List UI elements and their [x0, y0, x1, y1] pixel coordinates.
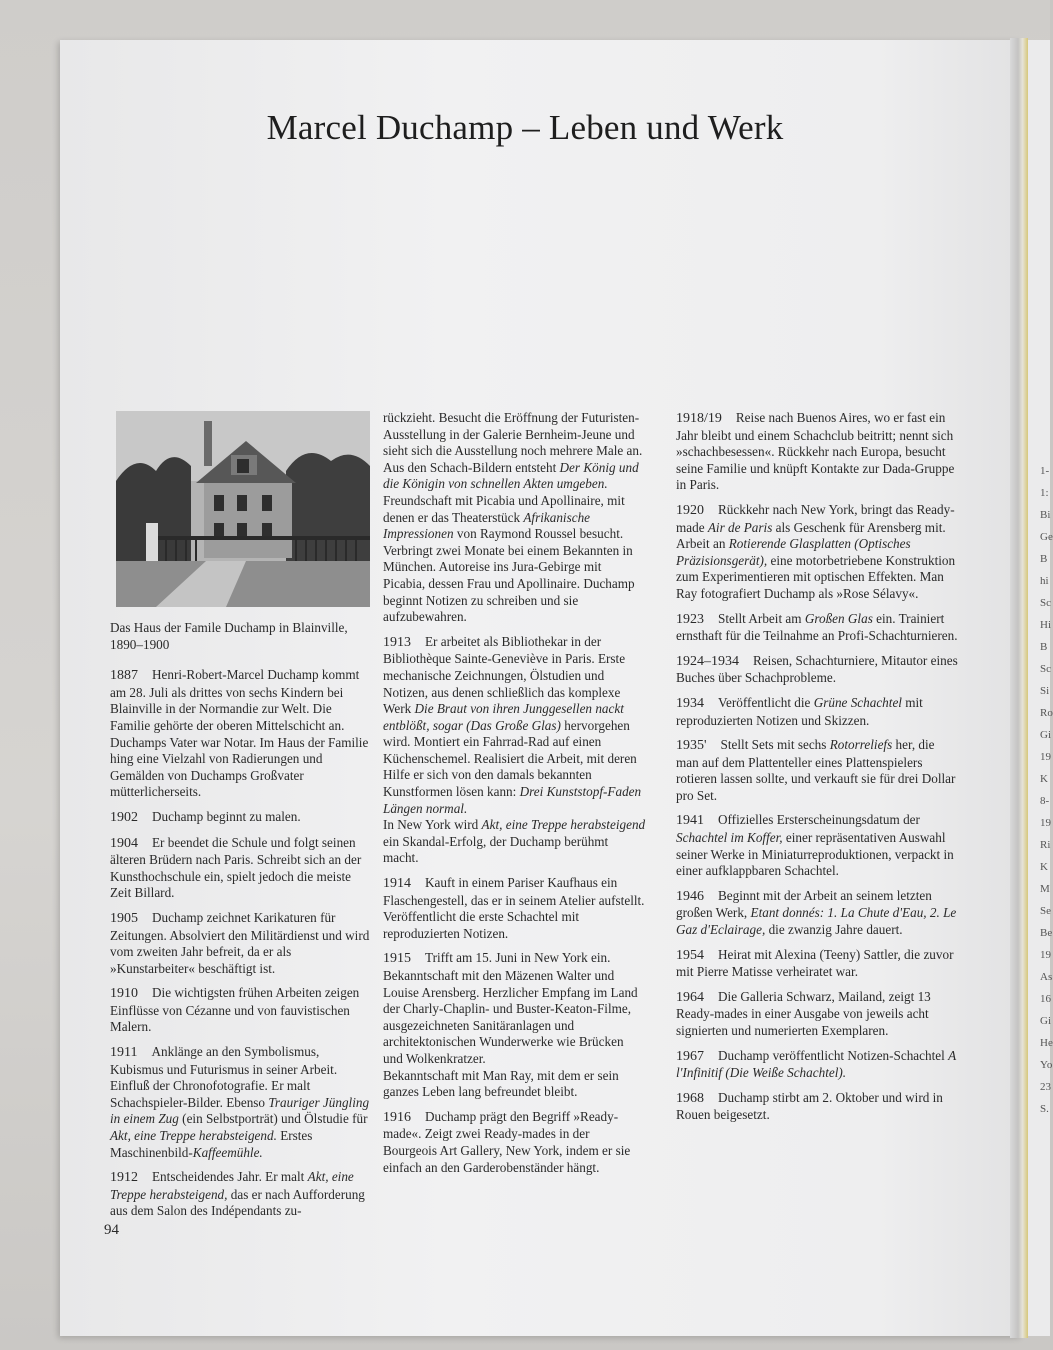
timeline-entry — [676, 737, 958, 804]
work-title: Rotierende Glasplatten (Optisches Präzisionsgerät), — [676, 536, 911, 568]
timeline-year: 1902 — [110, 809, 138, 825]
timeline-year: 1904 — [110, 835, 138, 851]
timeline-year: 1915 — [383, 951, 411, 967]
facing-page-fragment: 1- — [1040, 465, 1050, 477]
timeline-year: 1916 — [383, 1109, 411, 1125]
timeline-year: 1954 — [676, 947, 704, 963]
timeline-entry — [110, 1044, 375, 1161]
timeline-text: Duchamp prägt den Begriff »Ready-made«. Zeigt zwei Ready-mades in der Bourgeois Art Gallery, New York, indem er sie einfach an den Garderobenständer hängt. — [383, 1108, 631, 1175]
timeline-year: 1964 — [676, 989, 704, 1005]
timeline-entry — [383, 817, 646, 867]
timeline-entry — [110, 985, 375, 1036]
timeline-year: 1912 — [110, 1170, 138, 1186]
work-title: Akt, eine Treppe herabsteigend — [481, 817, 646, 833]
work-title: Grüne Schachtel — [813, 694, 902, 710]
timeline-text: Die wichtigsten frühen Arbeiten zeigen Einflüsse von Cézanne und von fauvistischen Malern. — [110, 985, 360, 1035]
work-title: Trauriger Jüngling in einem Zug — [110, 1094, 370, 1127]
work-title: Rotorreliefs — [829, 737, 893, 753]
work-title: Großen Glas — [804, 610, 873, 626]
timeline-text: Anklänge an den Symbolismus, Kubismus und Futurismus in seiner Arbeit. Einfluß der Chronofotografie. Er malt Schachspieler-Bilder. Ebenso — [110, 1044, 338, 1110]
timeline-year: 1924–1934 — [676, 653, 739, 669]
timeline-year: 1941 — [676, 813, 704, 829]
timeline-text: Duchamp zeichnet Karikaturen für Zeitungen. Absolviert den Militärdienst und wird vom zweiten Jahr befreit, da er als »Kunstarbeiter« beschäftigt ist. — [110, 909, 370, 976]
timeline-entry — [676, 502, 958, 603]
timeline-entry — [110, 1169, 375, 1220]
work-title: Drei Kunststopf-Faden Längen normal. — [383, 784, 642, 816]
timeline-year: 1910 — [110, 986, 138, 1002]
facing-page-fragment: B — [1040, 553, 1048, 565]
facing-page-fragment: Sc — [1040, 663, 1051, 675]
facing-page-fragment: 23 — [1040, 1081, 1051, 1093]
timeline-text: Duchamp veröffentlicht Notizen-Schachtel — [718, 1047, 949, 1063]
column-2 — [383, 410, 646, 1184]
photo-caption: Das Haus der Famile Duchamp in Blainville, 1890–1900 — [110, 620, 348, 652]
facing-page-fragment: Ge — [1040, 531, 1053, 543]
work-title: Die Braut von ihren Junggesellen nackt entblößt, sogar (Das Große Glas) — [383, 701, 624, 733]
facing-page-fragment: Ri — [1040, 839, 1051, 851]
timeline-text: Kauft in einem Pariser Kaufhaus ein Flaschengestell, das er in seinem Atelier aufstellt. Veröffentlicht die erste Schachtel mit reproduzierten Notizen. — [383, 875, 645, 941]
timeline-text: Freundschaft mit Picabia und Apollinaire, mit denen er das Theaterstück — [383, 492, 625, 525]
work-title: Air de Paris — [707, 519, 773, 535]
timeline-text: als Geschenk für Arensberg mit. Arbeit an — [676, 519, 946, 552]
page-title: Marcel Duchamp – Leben und Werk — [266, 108, 784, 147]
timeline-text: Entscheidendes Jahr. Er malt — [152, 1169, 308, 1185]
book-gutter — [1010, 38, 1028, 1338]
timeline-text: rückzieht. Besucht die Eröffnung der Futuristen-Ausstellung in der Galerie Bernheim-Jeune und sieht sich die Ausstellung noch mehrere Male an. Aus den Schach-Bildern entsteht — [383, 410, 643, 475]
facing-page-fragment: Yo — [1040, 1059, 1053, 1071]
timeline-year: 1946 — [676, 888, 704, 904]
timeline-text: Reisen, Schachturniere, Mitautor eines Buches über Schachprobleme. — [676, 652, 958, 686]
timeline-text: Reise nach Buenos Aires, wo er fast ein Jahr bleibt und einem Schachclub beitritt; nennt sich »schachbesessen«. Rückkehr nach Europa, besucht seine Familie und knüpft Kontakte zur Dada-Gruppe in Paris. — [676, 410, 955, 493]
timeline-year: 1934 — [676, 695, 704, 711]
facing-page-fragment: 16 — [1040, 993, 1051, 1005]
facing-page-fragment: hi — [1040, 575, 1049, 587]
timeline-text: eine motorbetriebene Konstruktion zum Experimentieren mit optischen Effekten. Man Ray fotografiert Duchamp als »Rose Sélavy«. — [676, 552, 956, 601]
timeline-entry — [676, 989, 958, 1040]
facing-page-fragment: Be — [1040, 927, 1053, 939]
timeline-text: Er arbeitet als Bibliothekar in der Bibliothèque Sainte-Geneviève in Paris. Erste mechanische Zeichnungen, Ölstudien und Notizen, aus denen schließlich das komplexe Werk — [383, 633, 626, 717]
facing-page-fragment: As — [1040, 971, 1053, 983]
facing-page-edge — [1028, 40, 1053, 1336]
timeline-entry — [676, 888, 958, 939]
timeline-entry — [383, 493, 646, 626]
timeline-text: Offizielles Ersterscheinungsdatum der — [718, 812, 920, 828]
timeline-year: 1914 — [383, 876, 411, 892]
timeline-entry — [676, 1090, 958, 1124]
timeline-entry — [383, 950, 646, 1067]
column-1 — [110, 620, 375, 1228]
work-title: Kaffeemühle. — [192, 1144, 263, 1160]
facing-page-fragment: Ro — [1040, 707, 1053, 719]
timeline-text: ein Skandal-Erfolg, der Duchamp berühmt macht. — [383, 833, 609, 866]
work-title: Schachtel im Koffer, — [676, 830, 783, 846]
timeline-text: her, die man auf dem Plattenteller eines Plattenspielers rotieren lassen sollte, und verkauft sie für drei Dollar pro Set. — [676, 737, 956, 803]
facing-page-fragment: Gi — [1040, 729, 1051, 741]
timeline-text: Stellt Arbeit am — [718, 610, 805, 626]
work-title: Akt, eine Treppe herabsteigend, — [110, 1169, 354, 1202]
timeline-text: Heirat mit Alexina (Teeny) Sattler, die zuvor mit Pierre Matisse verheiratet war. — [676, 946, 954, 980]
facing-page-fragment: Hi — [1040, 619, 1051, 631]
work-title: Akt, eine Treppe herabsteigend. — [110, 1128, 277, 1144]
timeline-entry — [676, 611, 958, 645]
timeline-entry — [676, 653, 958, 687]
house-photo — [116, 411, 370, 607]
timeline-year: 1968 — [676, 1090, 704, 1106]
facing-page-fragment: B — [1040, 641, 1048, 653]
facing-page-fragment: 19 — [1040, 949, 1051, 961]
facing-page-fragment: Si — [1040, 685, 1050, 697]
timeline-text: Henri-Robert-Marcel Duchamp kommt am 28. Juli als drittes von sechs Kindern bei Blainville in der Normandie zur Welt. Die Familie gehörte der oberen Mittelschicht an. Duchamps Vater war Notar. Im Haus der Familie hing eine Vielzahl von Radierungen und Gemälden von Duchamps Großvater mütterlicherseits. — [110, 667, 369, 800]
timeline-entry — [383, 1109, 646, 1176]
timeline-entry — [676, 947, 958, 981]
timeline-entry — [676, 410, 958, 494]
timeline-entry — [676, 695, 958, 729]
work-title: A l'Infinitif (Die Weiße Schachtel). — [676, 1047, 956, 1081]
timeline-text: Trifft am 15. Juni in New York ein. Bekanntschaft mit den Mäzenen Walter und Louise Arensberg. Herzlicher Empfang im Land der Charly-Chaplin- und Buster-Keaton-Filme, ausgezeichneten Sanitäranlagen und architektonischen Wunderwerke wie Brücken und Wolkenkratzer. — [383, 950, 638, 1066]
facing-page-fragment: 19 — [1040, 751, 1051, 763]
timeline-text: das er nach Aufforderung aus dem Salon des Indépendants zu- — [110, 1186, 365, 1219]
work-title: Afrikanische Impressionen — [383, 509, 591, 542]
timeline-text: hervorgehen wird. Montiert ein Fahrrad-Rad auf einen Küchenschemel. Realisiert die Arbeit, mit deren Hilfe er sich von den damals bekannten Kunstformen lösen kann: — [383, 717, 637, 800]
timeline-entry — [110, 809, 375, 827]
facing-page-fragment: Se — [1040, 905, 1051, 917]
page-number: 94 — [104, 1222, 119, 1238]
timeline-entry — [383, 410, 646, 493]
timeline-text: Duchamp stirbt am 2. Oktober und wird in Rouen beigesetzt. — [676, 1089, 943, 1123]
timeline-text: Er beendet die Schule und folgt seinen älteren Brüdern nach Paris. Schreibt sich an der Kunsthochschule ein, spielt jedoch die meiste Zeit Billard. — [110, 834, 362, 901]
facing-page-fragment: K — [1040, 773, 1048, 785]
house-photo-image — [116, 411, 370, 607]
timeline-text: Duchamp beginnt zu malen. — [152, 808, 301, 824]
timeline-year: 1913 — [383, 634, 411, 650]
timeline-text: Die Galleria Schwarz, Mailand, zeigt 13 Ready-mades in einer Ausgabe von jeweils acht signierten und numerierten Exemplaren. — [676, 988, 931, 1038]
timeline-entry — [676, 812, 958, 879]
facing-page-fragment: Sc — [1040, 597, 1051, 609]
timeline-entry — [383, 1068, 646, 1101]
facing-page-fragments — [1040, 460, 1053, 1120]
timeline-text: (ein Selbstporträt) und Ölstudie für — [178, 1111, 368, 1127]
facing-page-fragment: S. — [1040, 1103, 1049, 1115]
timeline-year: 1918/19 — [676, 411, 722, 426]
timeline-entry — [110, 667, 375, 801]
facing-page-fragment: 19 — [1040, 817, 1051, 829]
work-title: Etant donnés: 1. La Chute d'Eau, 2. Le Gaz d'Eclairage, — [676, 905, 957, 938]
timeline-entry — [383, 875, 646, 942]
timeline-year: 1911 — [110, 1045, 138, 1061]
timeline-text: ein. Trainiert ernsthaft für die Teilnahme an Profi-Schachturnieren. — [676, 610, 958, 644]
timeline-entry — [676, 1048, 958, 1082]
facing-page-fragment: 1: — [1040, 487, 1049, 499]
timeline-text: Rückkehr nach New York, bringt das Ready-made — [676, 501, 955, 535]
timeline-text: Erstes Maschinenbild- — [110, 1128, 313, 1160]
timeline-year: 1967 — [676, 1048, 704, 1064]
facing-page-fragment: Gi — [1040, 1015, 1051, 1027]
timeline-year: 1923 — [676, 611, 704, 627]
facing-page-fragment: He — [1040, 1037, 1053, 1049]
timeline-year: 1935' — [676, 738, 707, 754]
timeline-text: Bekanntschaft mit Man Ray, mit dem er sein ganzes Leben lang befreundet bleibt. — [383, 1067, 619, 1100]
column-3 — [676, 410, 958, 1132]
facing-page-fragment: Bi — [1040, 509, 1051, 521]
timeline-entry — [110, 835, 375, 902]
timeline-year: 1887 — [110, 668, 138, 684]
timeline-text: die zwanzig Jahre dauert. — [765, 922, 903, 938]
timeline-entry — [383, 634, 646, 818]
timeline-text: In New York wird — [383, 817, 482, 833]
timeline-text: einer repräsentativen Auswahl seiner Werke in Miniaturreproduktionen, verpackt in einer aufklappbaren Schachtel. — [676, 830, 954, 879]
timeline-entry — [110, 910, 375, 977]
timeline-text: Stellt Sets mit sechs — [720, 737, 830, 753]
column-1-entries — [110, 667, 375, 1220]
timeline-year: 1920 — [676, 502, 704, 518]
facing-page-fragment: K — [1040, 861, 1048, 873]
timeline-text: Veröffentlicht die — [718, 694, 814, 710]
timeline-text: von Raymond Roussel besucht. Verbringt zwei Monate bei einem Bekannten in München. Autoreise ins Jura-Gebirge mit Picabia, dessen Frau und Apollinaire. Duchamp beginnt Notizen zu schreiben und sie aufzubewahren. — [383, 526, 635, 625]
facing-page-fragment: 8- — [1040, 795, 1050, 807]
timeline-year: 1905 — [110, 910, 138, 926]
work-title: Der König und die Königin von schnellen Akten umgeben. — [383, 459, 639, 492]
facing-page-fragment: M — [1040, 883, 1050, 895]
timeline-text: mit reproduzierten Notizen und Skizzen. — [676, 694, 923, 728]
timeline-text: Beginnt mit der Arbeit an seinem letzten großen Werk, — [676, 887, 932, 921]
